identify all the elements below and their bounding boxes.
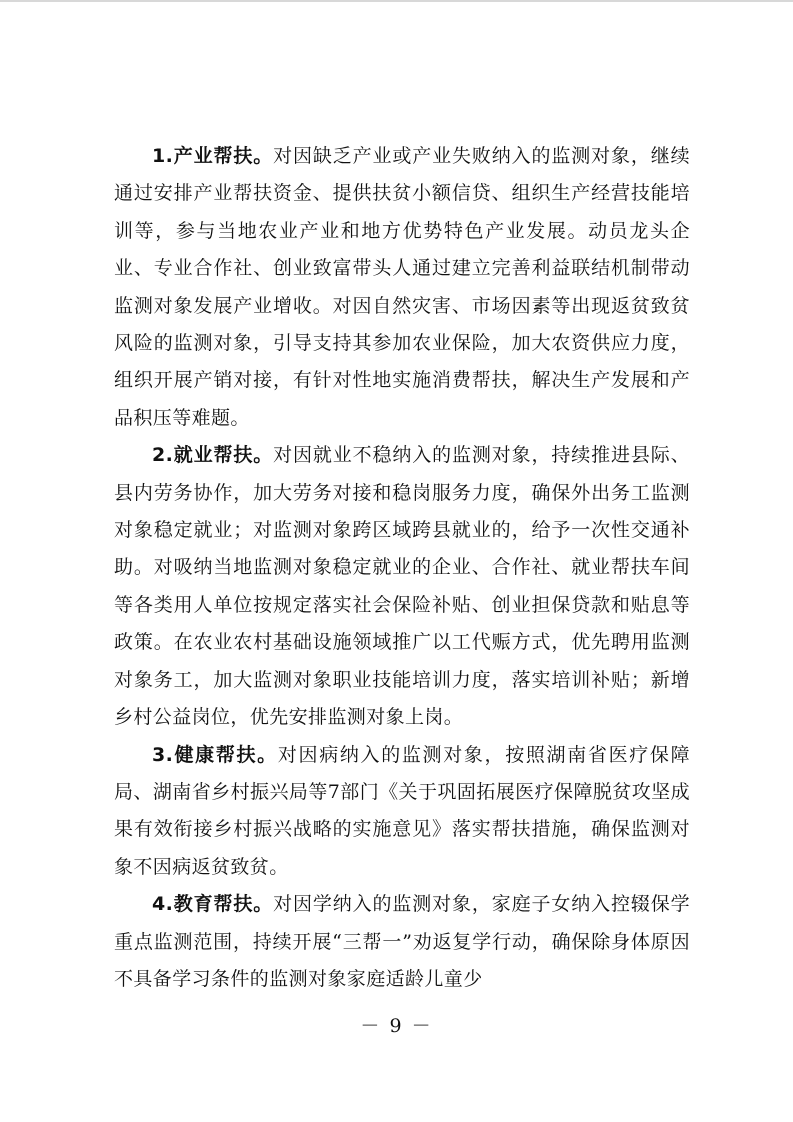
document-body — [114, 138, 690, 998]
top-border-line — [0, 0, 793, 2]
section-heading-industry-support: 1.产业帮扶。 — [152, 145, 274, 167]
paragraph-industry-support — [114, 138, 690, 437]
section-heading-education-support: 4.教育帮扶。 — [152, 893, 274, 916]
paragraph-employment-support — [114, 437, 690, 736]
page-number: － 9 － — [360, 1015, 433, 1037]
section-heading-health-support: 3.健康帮扶。 — [152, 743, 278, 766]
paragraph-text: 对因缺乏产业或产业失败纳入的监测对象，继续通过安排产业帮扶资金、提供扶贫小额信贷、组织生产经营技能培训等，参与当地农业产业和地方优势特色产业发展。动员龙头企业、专业合作社、创业致富带头人通过建立完善利益联结机制带动监测对象发展产业增收。对因自然灾害、市场因素等出现返贫致贫风险的监测对象，引导支持其参加农业保险，加大农资供应力度，组织开展产销对接，有针对性地实施消费帮扶，解决生产发展和产品积压等难题。 — [114, 145, 690, 429]
paragraph-text: 对因学纳入的监测对象，家庭子女纳入控辍保学重点监测范围，持续开展“三帮一”劝返复学行动，确保除身体原因不具备学习条件的监测对象家庭适龄儿童少 — [114, 893, 690, 990]
paragraph-health-support — [114, 737, 690, 887]
paragraph-education-support — [114, 886, 690, 998]
paragraph-text: 对因就业不稳纳入的监测对象，持续推进县际、县内劳务协作，加大劳务对接和稳岗服务力度，确保外出务工监测对象稳定就业；对监测对象跨区域跨县就业的，给予一次性交通补助。对吸纳当地监测对象稳定就业的企业、合作社、就业帮扶车间等各类用人单位按规定落实社会保险补贴、创业担保贷款和贴息等政策。在农业农村基础设施领域推广以工代赈方式，优先聘用监测对象务工，加大监测对象职业技能培训力度，落实培训补贴；新增乡村公益岗位，优先安排监测对象上岗。 — [114, 444, 690, 729]
paragraph-text: 对因病纳入的监测对象，按照湖南省医疗保障局、湖南省乡村振兴局等7部门《关于巩固拓展医疗保障脱贫攻坚成果有效衔接乡村振兴战略的实施意见》落实帮扶措施，确保监测对象不因病返贫致贫。 — [114, 743, 690, 878]
section-heading-employment-support: 2.就业帮扶。 — [152, 444, 274, 467]
